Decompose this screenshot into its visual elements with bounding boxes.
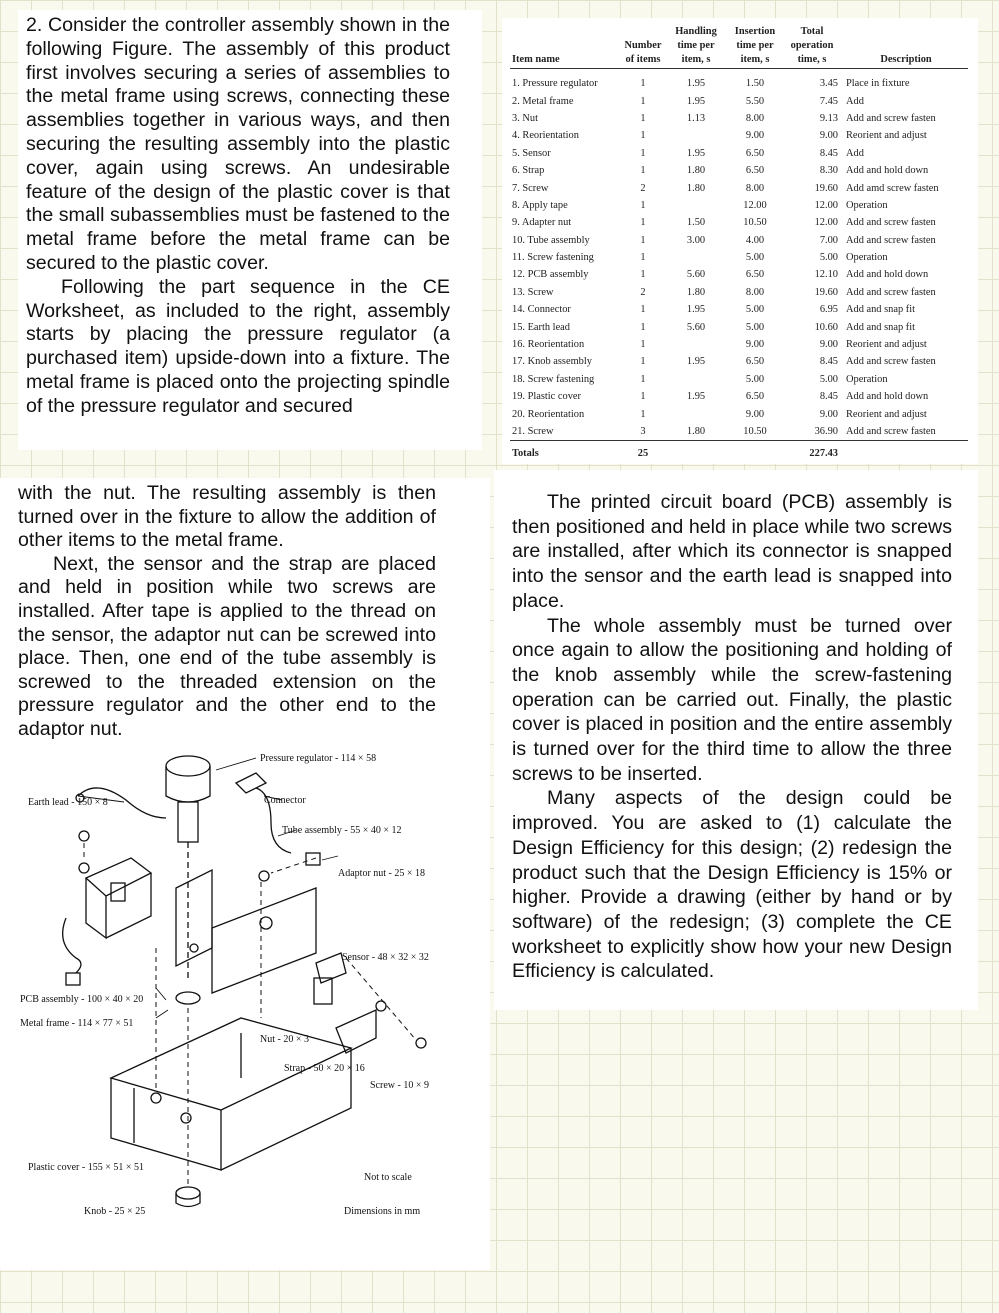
item-count: 1: [640, 339, 646, 351]
worksheet-row: [510, 110, 968, 127]
label-nut: Nut - 20 × 3: [260, 1034, 309, 1045]
description: Operation: [846, 199, 888, 211]
item-count: 1: [640, 408, 646, 420]
total-time: 3.45: [819, 78, 838, 90]
handling-time: 1.80: [686, 286, 706, 298]
question-paragraph-7: Many aspects of the design could be improved. You are asked to (1) calculate the Design Efficiency for this design; (2) redesign the product such that the Design Efficiency is 15% or higher. Provide a drawing (either by hand or by software) of the redesign; (3) complete the CE worksheet to explicitly show how your new Design Efficiency is calculated.: [512, 787, 952, 983]
header-number-1: Number: [624, 40, 662, 51]
item-name: 5. Sensor: [512, 147, 551, 159]
handling-time: 1.95: [686, 95, 706, 107]
insertion-time: 9.00: [745, 339, 765, 351]
header-handling-1: time per: [677, 40, 715, 51]
item-name: 20. Reorientation: [512, 408, 585, 420]
handling-time: 3.00: [686, 234, 706, 246]
total-time: 9.00: [819, 339, 838, 351]
item-count: 1: [640, 130, 646, 142]
item-count: 2: [640, 286, 646, 298]
total-time: 10.60: [814, 321, 838, 333]
label-pressure-regulator: Pressure regulator - 114 × 58: [260, 753, 377, 764]
insertion-time: 1.50: [745, 78, 765, 90]
label-pcb-assembly: PCB assembly - 100 × 40 × 20: [20, 994, 144, 1005]
label-knob: Knob - 25 × 25: [84, 1206, 146, 1217]
item-name: 8. Apply tape: [512, 199, 568, 211]
item-name: 19. Plastic cover: [512, 391, 581, 403]
insertion-time: 6.50: [745, 269, 765, 281]
item-count: 1: [640, 391, 646, 403]
figure-panel: [0, 478, 490, 1270]
header-description: Description: [840, 54, 968, 69]
worksheet-row: [510, 284, 968, 301]
worksheet-row: [510, 353, 968, 370]
insertion-time: 9.00: [745, 408, 765, 420]
insertion-time: 9.00: [745, 130, 765, 142]
insertion-time: 5.00: [745, 252, 765, 264]
worksheet-row: [510, 301, 968, 318]
worksheet-row: [510, 371, 968, 388]
description: Add and screw fasten: [846, 356, 936, 368]
handling-time: 5.60: [686, 269, 706, 281]
description: Place in fixture: [846, 78, 910, 90]
item-name: 11. Screw fastening: [512, 252, 594, 264]
total-time: 36.90: [814, 426, 838, 437]
worksheet-row: [510, 214, 968, 231]
item-name: 3. Nut: [512, 112, 538, 124]
worksheet-row: [510, 388, 968, 405]
insertion-time: 5.00: [745, 321, 765, 333]
description: Add and hold down: [846, 391, 929, 403]
question-tasks-panel: [494, 470, 978, 1010]
description: Reorient and adjust: [846, 408, 927, 420]
item-name: 9. Adapter nut: [512, 217, 572, 229]
total-time: 12.00: [814, 217, 838, 229]
knob-shape: [176, 1187, 200, 1199]
label-adaptor-nut: Adaptor nut - 25 × 18: [338, 868, 426, 879]
item-count: 1: [640, 112, 646, 124]
screw-shape-1: [259, 871, 269, 881]
total-time: 9.13: [819, 112, 838, 124]
handling-time: 1.50: [686, 217, 706, 229]
handling-time: 1.95: [686, 304, 706, 316]
worksheet-row: [510, 336, 968, 353]
item-count: 1: [640, 217, 646, 229]
controller-assembly-figure: [16, 748, 456, 1248]
item-count: 1: [640, 234, 646, 246]
total-time: 8.30: [819, 165, 838, 177]
item-count: 1: [640, 304, 646, 316]
question-paragraph-6: The whole assembly must be turned over once again to allow the positioning and holding of the knob assembly while the screw-fastening operation can be carried out. Finally, the plastic cover is placed in position and the entire assembly is turned over for the third time to allow the three screws to be inserted.: [512, 614, 952, 785]
worksheet-row: [510, 179, 968, 196]
handling-time: [666, 197, 726, 214]
label-plastic-cover: Plastic cover - 155 × 51 × 51: [28, 1162, 144, 1173]
total-time: 12.10: [814, 269, 838, 281]
label-not-to-scale: Not to scale: [364, 1172, 412, 1183]
item-name: 2. Metal frame: [512, 95, 574, 107]
description: Add and screw fasten: [846, 234, 936, 246]
item-count: 1: [640, 165, 646, 177]
description: Add and screw fasten: [846, 217, 936, 229]
handling-time: [666, 336, 726, 353]
insertion-time: 12.00: [743, 199, 767, 211]
insertion-time: 6.50: [745, 165, 765, 177]
item-count: 2: [640, 182, 646, 194]
worksheet-row: [510, 69, 968, 93]
total-time: 19.60: [814, 286, 838, 298]
question-paragraph-2: Following the part sequence in the CE Worksheet, as included to the right, assembly starts by placing the pressure regulator (a purchased item) upside-down into a fixture. The metal frame is placed onto the projecting spindle of the pressure regulator and secured: [26, 275, 450, 417]
worksheet-row: [510, 266, 968, 283]
total-time: 9.00: [819, 408, 838, 420]
description: Operation: [846, 252, 888, 264]
total-time: 7.00: [819, 234, 838, 246]
worksheet-row: [510, 232, 968, 249]
item-count: 1: [640, 78, 646, 90]
pcb-shape: [86, 858, 151, 896]
total-time: 9.00: [819, 130, 838, 142]
header-number-2: of items: [620, 54, 666, 69]
header-handling-2: item, s: [666, 54, 726, 69]
header-total-1: operation: [790, 40, 834, 51]
handling-time: 1.80: [686, 426, 706, 437]
handling-time: 1.80: [686, 165, 706, 177]
handling-time: 1.95: [686, 78, 706, 90]
handling-time: 1.95: [686, 356, 706, 368]
insertion-time: 8.00: [745, 182, 765, 194]
header-insertion: Insertion: [734, 26, 776, 37]
total-time: 8.45: [819, 391, 838, 403]
question-paragraph-5: The printed circuit board (PCB) assembly is then positioned and held in place while two screws are installed, after which its connector is snapped into the sensor and the earth lead is snapped into place.: [512, 491, 952, 612]
worksheet-row: [510, 145, 968, 162]
ce-worksheet-panel: [502, 18, 978, 464]
item-name: 18. Screw fastening: [512, 373, 595, 385]
insertion-time: 5.00: [745, 304, 765, 316]
insertion-time: 6.50: [745, 391, 765, 403]
insertion-time: 10.50: [743, 426, 767, 437]
description: Add and snap fit: [846, 321, 915, 333]
header-insertion-2: item, s: [726, 54, 784, 69]
description: Add and hold down: [846, 165, 929, 177]
handling-time: [666, 127, 726, 144]
header-total: Total: [800, 26, 824, 37]
insertion-time: 5.00: [745, 373, 765, 385]
item-count: 1: [640, 252, 646, 264]
connector-shape: [236, 773, 266, 793]
item-count: 1: [640, 147, 646, 159]
insertion-time: 6.50: [745, 147, 765, 159]
label-screw: Screw - 10 × 9: [370, 1080, 429, 1091]
worksheet-row: [510, 318, 968, 335]
item-name: 7. Screw: [512, 182, 549, 194]
label-connector: Connector: [264, 795, 306, 806]
worksheet-row: [510, 197, 968, 214]
item-name: 21. Screw: [512, 426, 554, 437]
insertion-time: 8.00: [745, 286, 765, 298]
handling-time: [666, 371, 726, 388]
header-total-2: time, s: [784, 54, 840, 69]
item-name: 1. Pressure regulator: [512, 78, 598, 90]
total-time: 19.60: [814, 182, 838, 194]
item-name: 10. Tube assembly: [512, 234, 590, 246]
description: Operation: [846, 373, 888, 385]
description: Reorient and adjust: [846, 130, 927, 142]
worksheet-row: [510, 405, 968, 422]
description: Add amd screw fasten: [846, 182, 939, 194]
worksheet-row: [510, 92, 968, 109]
question-paragraph-3: with the nut. The resulting assembly is then turned over in the fixture to allow the addition of other items to the metal frame.: [18, 482, 436, 552]
worksheet-row: [510, 127, 968, 144]
label-sensor: Sensor - 48 × 32 × 32: [342, 952, 429, 963]
header-insertion-1: time per: [736, 40, 774, 51]
insertion-time: 10.50: [743, 217, 767, 229]
insertion-time: 8.00: [745, 112, 765, 124]
worksheet-row: [510, 162, 968, 179]
item-name: 17. Knob assembly: [512, 356, 592, 368]
handling-time: 5.60: [686, 321, 706, 333]
worksheet-row: [510, 423, 968, 441]
insertion-time: 6.50: [745, 356, 765, 368]
label-earth-lead: Earth lead - 150 × 8: [28, 797, 108, 808]
totals-label: Totals: [510, 441, 620, 464]
worksheet-row: [510, 249, 968, 266]
item-name: 16. Reorientation: [512, 339, 585, 351]
item-name: 13. Screw: [512, 286, 554, 298]
handling-time: [666, 249, 726, 266]
handling-time: 1.95: [686, 147, 706, 159]
item-name: 12. PCB assembly: [512, 269, 589, 281]
total-time: 5.00: [819, 252, 838, 264]
handling-time: 1.13: [686, 112, 706, 124]
header-handling: Handling: [675, 26, 717, 37]
total-time: 5.00: [819, 373, 838, 385]
item-count: 1: [640, 269, 646, 281]
total-time: 7.45: [819, 95, 838, 107]
description: Add and screw fasten: [846, 426, 936, 437]
total-time: 6.95: [819, 304, 838, 316]
strap-shape: [336, 1010, 376, 1053]
description: Add: [846, 147, 864, 159]
ce-worksheet-table: [510, 26, 968, 463]
description: Add and snap fit: [846, 304, 915, 316]
handling-time: 1.95: [686, 391, 706, 403]
question-paragraph-1: 2. Consider the controller assembly shown in the following Figure. The assembly of this product first involves securing a series of assemblies to the metal frame using screws, connecting these assemblies together in various ways, and then securing the resulting assembly into the plastic cover, again using screws. An undesirable feature of the design of the plastic cover is that the small subassemblies must be fastened to the metal frame before the metal frame can be secured to the plastic cover.: [26, 14, 450, 274]
description: Add and screw fasten: [846, 286, 936, 298]
item-count: 1: [640, 373, 646, 385]
nut-shape: [176, 992, 200, 1004]
total-time: 8.45: [819, 147, 838, 159]
total-time: 8.45: [819, 356, 838, 368]
item-name: 14. Connector: [512, 304, 571, 316]
item-count: 3: [640, 426, 646, 437]
item-name: 4. Reorientation: [512, 130, 579, 142]
worksheet-rows: [510, 69, 968, 441]
item-count: 1: [640, 321, 646, 333]
item-count: 1: [640, 356, 646, 368]
screw-shape-3: [416, 1038, 426, 1048]
header-item-name: Item name: [510, 54, 620, 69]
description: Add: [846, 95, 864, 107]
label-dimensions: Dimensions in mm: [344, 1206, 421, 1217]
item-name: 6. Strap: [512, 165, 545, 177]
handling-time: [666, 405, 726, 422]
pressure-regulator-shape: [166, 756, 210, 776]
handling-time: 1.80: [686, 182, 706, 194]
item-count: 1: [640, 95, 646, 107]
totals-time: 227.43: [784, 441, 840, 464]
total-time: 12.00: [814, 199, 838, 211]
label-tube-assembly: Tube assembly - 55 × 40 × 12: [282, 825, 402, 836]
insertion-time: 4.00: [745, 234, 765, 246]
question-intro-panel: [18, 10, 482, 450]
totals-row: [510, 441, 968, 464]
description: Add and screw fasten: [846, 112, 936, 124]
description: Reorient and adjust: [846, 339, 927, 351]
label-metal-frame: Metal frame - 114 × 77 × 51: [20, 1018, 134, 1029]
totals-number: 25: [620, 441, 666, 464]
insertion-time: 5.50: [745, 95, 765, 107]
description: Add and hold down: [846, 269, 929, 281]
item-name: 15. Earth lead: [512, 321, 570, 333]
question-paragraph-4: Next, the sensor and the strap are placed and held in position while two screws are installed. After tape is applied to the thread on the sensor, the adaptor nut can be screwed into place. Then, one end of the tube assembly is screwed to the threaded extension on the pressure regulator and the other end to the adaptor nut.: [18, 552, 436, 740]
label-strap: Strap - 50 × 20 × 16: [284, 1063, 365, 1074]
item-count: 1: [640, 199, 646, 211]
